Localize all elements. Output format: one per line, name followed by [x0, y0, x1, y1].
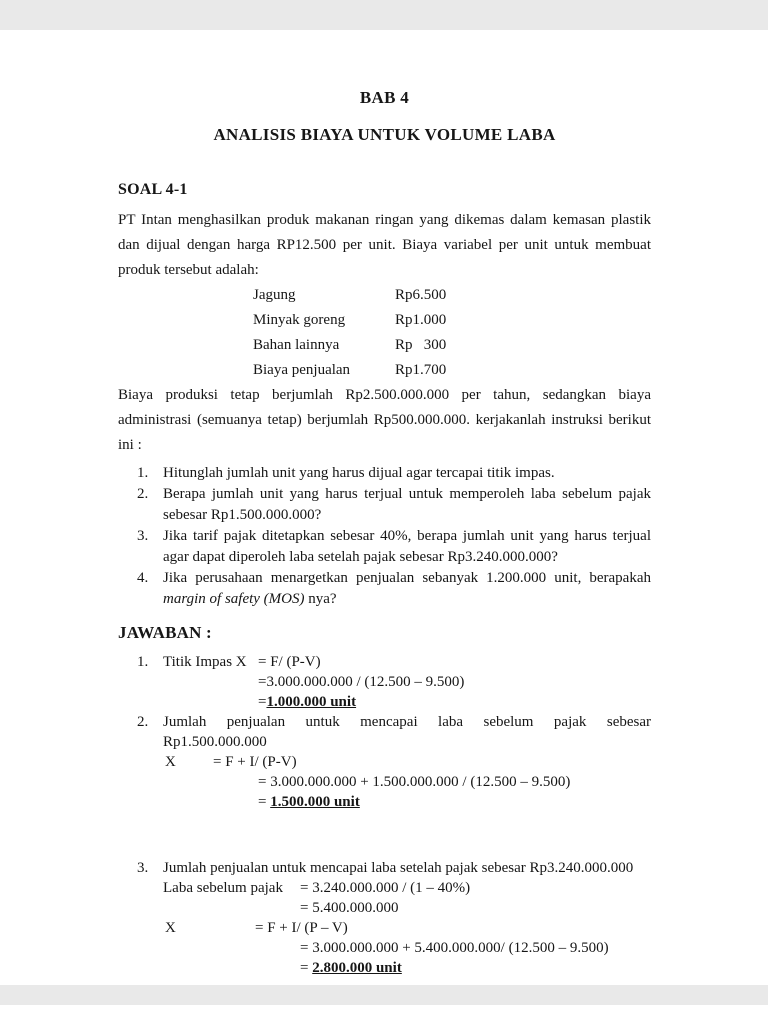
fixed-cost-paragraph: Biaya produksi tetap berjumlah Rp2.500.000.000 per tahun, sedangkan biaya administrasi (semuanya tetap) berjumlah Rp500.000.000. kerjakanlah instruksi berikut ini :	[118, 387, 651, 453]
document-page	[0, 30, 768, 985]
result-prefix: =	[258, 794, 271, 810]
question-item	[118, 463, 651, 484]
answer-result: 1.500.000 unit	[270, 794, 360, 810]
answer-line	[118, 792, 651, 812]
question-text-italic: margin of safety (MOS)	[163, 591, 305, 607]
formula-line: =3.000.000.000 / (12.500 – 9.500)	[258, 674, 465, 690]
answer-line	[118, 672, 651, 692]
cost-row	[253, 283, 651, 308]
answer-number: 1.	[137, 654, 149, 670]
answer-line	[118, 938, 651, 958]
question-number: 1.	[137, 465, 149, 481]
formula-line: = F + I/ (P-V)	[213, 754, 297, 770]
next-page-edge	[0, 1005, 768, 1024]
result-line	[300, 958, 402, 978]
answer-line	[118, 652, 651, 672]
answer-line	[118, 712, 651, 732]
jawaban-heading: JAWABAN :	[118, 623, 212, 642]
question-number: 4.	[137, 570, 149, 586]
cost-name: Bahan lainnya	[253, 337, 340, 353]
answer-line	[118, 752, 651, 772]
variable-symbol: X	[165, 754, 176, 770]
answer-intro-continued: Rp1.500.000.000	[163, 734, 267, 750]
formula-line: = F + I/ (P – V)	[255, 920, 348, 936]
cost-value: Rp1.000	[395, 312, 447, 328]
cost-name: Biaya penjualan	[253, 362, 351, 378]
result-prefix: =	[258, 694, 267, 710]
cost-row	[253, 333, 651, 358]
answer-result: 2.800.000 unit	[312, 960, 402, 976]
variable-symbol: X	[165, 920, 176, 936]
answer-line	[118, 918, 651, 938]
cost-row	[253, 308, 651, 333]
formula-line: = 3.000.000.000 + 1.500.000.000 / (12.500 – 9.500)	[258, 774, 571, 790]
formula-line: = 5.400.000.000	[300, 900, 399, 916]
answer-line	[118, 692, 651, 712]
formula-line: = F/ (P-V)	[258, 654, 321, 670]
result-line	[258, 692, 356, 712]
question-item	[118, 484, 651, 526]
answer-line	[118, 958, 651, 978]
soal-heading: SOAL 4-1	[118, 181, 188, 198]
formula-line: = 3.240.000.000 / (1 – 40%)	[300, 880, 471, 896]
answer-intro: Jumlah penjualan untuk mencapai laba sebelum pajak sebesar	[163, 714, 651, 730]
answer-block-2	[118, 712, 651, 812]
answer-line	[118, 732, 651, 752]
variable-cost-table	[253, 283, 651, 383]
cost-name: Jagung	[253, 287, 296, 303]
question-text-before: Jika perusahaan menargetkan penjualan sebanyak 1.200.000 unit, berapakah	[163, 570, 651, 586]
answer-result: 1.000.000 unit	[266, 694, 357, 710]
question-text: Hitunglah jumlah unit yang harus dijual agar tercapai titik impas.	[163, 465, 555, 481]
answer-line	[118, 858, 651, 878]
answer-line	[118, 878, 651, 898]
answer-block-1	[118, 652, 651, 712]
question-text: Berapa jumlah unit yang harus terjual untuk memperoleh laba sebelum pajak sebesar Rp1.500.000.000?	[163, 486, 651, 523]
question-number: 3.	[137, 528, 149, 544]
answer-label: Titik Impas X	[163, 654, 247, 670]
question-text-after: nya?	[304, 591, 337, 607]
answer-block-3	[118, 858, 651, 978]
cost-row	[253, 358, 651, 383]
cost-value: Rp 300	[395, 337, 447, 353]
chapter-subtitle: ANALISIS BIAYA UNTUK VOLUME LABA	[213, 125, 556, 144]
answer-intro: Jumlah penjualan untuk mencapai laba setelah pajak sebesar Rp3.240.000.000	[163, 860, 634, 876]
question-item	[118, 526, 651, 568]
question-list	[118, 463, 651, 610]
cost-name: Minyak goreng	[253, 312, 346, 328]
result-prefix: =	[300, 960, 313, 976]
answer-label: Laba sebelum pajak	[163, 880, 283, 896]
cost-value: Rp6.500	[395, 287, 447, 303]
intro-paragraph: PT Intan menghasilkan produk makanan ringan yang dikemas dalam kemasan plastik dan dijual dengan harga RP12.500 per unit. Biaya variabel per unit untuk membuat produk tersebut adalah:	[118, 212, 651, 278]
formula-line: = 3.000.000.000 + 5.400.000.000/ (12.500 – 9.500)	[300, 940, 609, 956]
answer-number: 2.	[137, 714, 149, 730]
question-text	[163, 568, 651, 610]
answer-line	[118, 898, 651, 918]
chapter-title: BAB 4	[359, 88, 410, 107]
answer-line	[118, 772, 651, 792]
result-line	[258, 792, 360, 812]
cost-value: Rp1.700	[395, 362, 447, 378]
question-number: 2.	[137, 486, 149, 502]
answer-number: 3.	[137, 860, 149, 876]
question-item	[118, 568, 651, 610]
answer-section	[118, 652, 651, 978]
question-text: Jika tarif pajak ditetapkan sebesar 40%, berapa jumlah unit yang harus terjual agar dapat diperoleh laba setelah pajak sebesar Rp3.240.000.000?	[163, 528, 651, 565]
